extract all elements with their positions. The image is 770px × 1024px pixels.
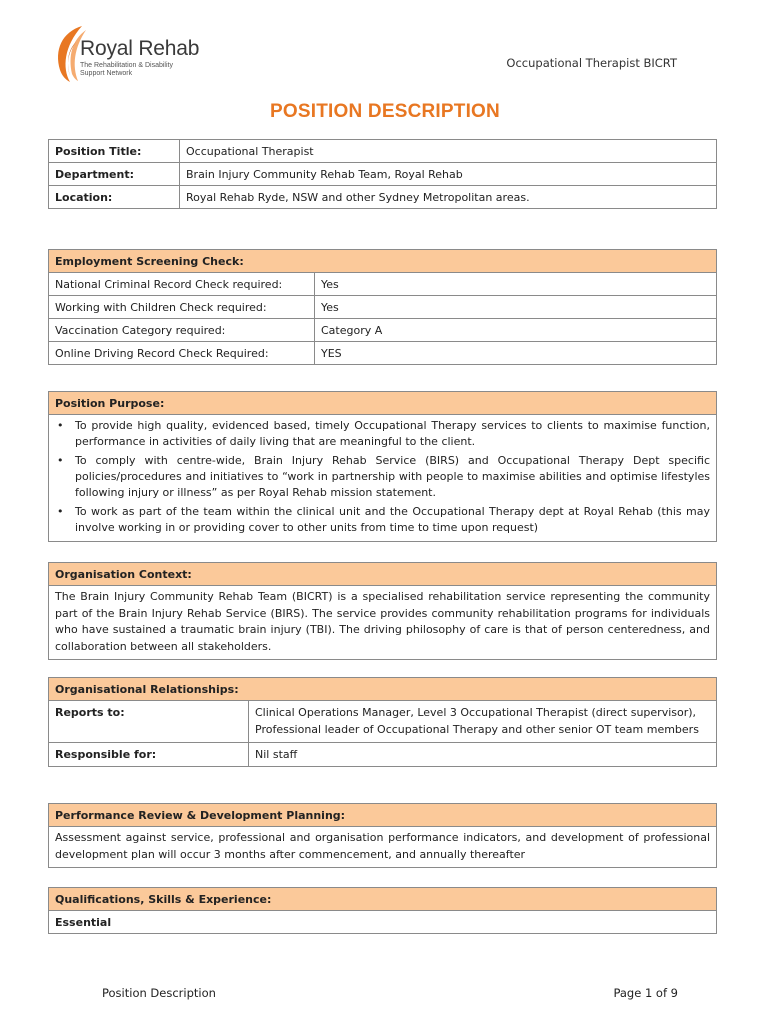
context-heading: Organisation Context:: [49, 563, 717, 586]
table-row: [49, 342, 717, 365]
logo-tagline-1: The Rehabilitation & Disability: [80, 62, 173, 69]
table-row: [49, 701, 717, 743]
header-document-ref: Occupational Therapist BICRT: [506, 56, 677, 70]
table-row: [49, 743, 717, 767]
screening-table: [48, 249, 717, 365]
table-row: [49, 186, 717, 209]
reports-to-label: Reports to:: [49, 701, 249, 743]
list-item: [55, 418, 710, 450]
purpose-cell: [49, 415, 717, 542]
position-title-value: Occupational Therapist: [180, 140, 717, 163]
table-row: [49, 273, 717, 296]
screening-value: Category A: [315, 319, 717, 342]
screening-label: National Criminal Record Check required:: [49, 273, 315, 296]
table-row: [49, 140, 717, 163]
responsible-for-value: Nil staff: [249, 743, 717, 767]
footer-page-number: Page 1 of 9: [613, 986, 678, 1000]
performance-table: [48, 803, 717, 868]
purpose-heading: Position Purpose:: [49, 392, 717, 415]
list-item: [55, 453, 710, 501]
screening-label: Working with Children Check required:: [49, 296, 315, 319]
context-text: The Brain Injury Community Rehab Team (BICRT) is a specialised rehabilitation service representing the community part of the Brain Injury Rehab Service (BIRS). The service provides community rehabilitation programs for individuals who have sustained a traumatic brain injury (TBI). The driving philosophy of care is that of person centeredness, and collaboration between all stakeholders.: [49, 586, 717, 660]
qualifications-table: [48, 887, 717, 934]
royal-rehab-logo: [52, 24, 202, 84]
purpose-bullet-text: To comply with centre-wide, Brain Injury Rehab Service (BIRS) and Occupational Therapy Dept specific policies/procedures and initiatives to “work in partnership with people to maximise abilities and optimise lifestyles following injury or illness” as per Royal Rehab mission statement.: [75, 454, 710, 499]
screening-value: Yes: [315, 273, 717, 296]
screening-label: Online Driving Record Check Required:: [49, 342, 315, 365]
relationships-heading: Organisational Relationships:: [49, 678, 717, 701]
table-row: [49, 319, 717, 342]
bullet-icon: •: [57, 454, 64, 467]
department-label: Department:: [49, 163, 180, 186]
qualifications-heading: Qualifications, Skills & Experience:: [49, 888, 717, 911]
bullet-icon: •: [57, 419, 64, 432]
performance-heading: Performance Review & Development Planning:: [49, 804, 717, 827]
position-title-label: Position Title:: [49, 140, 180, 163]
bullet-icon: •: [57, 505, 64, 518]
qualifications-essential-label: Essential: [49, 911, 717, 934]
list-item: [55, 504, 710, 536]
purpose-bullet-text: To work as part of the team within the clinical unit and the Occupational Therapy dept at Royal Rehab (this may involve working in or providing cover to other units from time to time upon request): [75, 505, 710, 534]
table-row: [49, 163, 717, 186]
performance-text: Assessment against service, professional and organisation performance indicators, and development of professional development plan will occur 3 months after commencement, and annually thereafter: [49, 827, 717, 868]
logo-brand-name: Royal Rehab: [80, 37, 200, 60]
department-value: Brain Injury Community Rehab Team, Royal Rehab: [180, 163, 717, 186]
footer-document-name: Position Description: [102, 986, 216, 1000]
reports-to-value: Clinical Operations Manager, Level 3 Occupational Therapist (direct supervisor), Professional leader of Occupational Therapy and other senior OT team members: [249, 701, 717, 743]
screening-value: YES: [315, 342, 717, 365]
purpose-list: [55, 415, 710, 541]
logo-tagline-2: Support Network: [80, 70, 133, 77]
purpose-bullet-text: To provide high quality, evidenced based, timely Occupational Therapy services to clients to maximise function, performance in activities of daily living that are meaningful to the client.: [75, 419, 710, 448]
page-title: POSITION DESCRIPTION: [270, 101, 500, 122]
position-info-table: [48, 139, 717, 209]
responsible-for-label: Responsible for:: [49, 743, 249, 767]
screening-label: Vaccination Category required:: [49, 319, 315, 342]
table-row: [49, 296, 717, 319]
context-table: [48, 562, 717, 660]
location-label: Location:: [49, 186, 180, 209]
screening-heading: Employment Screening Check:: [49, 250, 717, 273]
location-value: Royal Rehab Ryde, NSW and other Sydney Metropolitan areas.: [180, 186, 717, 209]
relationships-table: [48, 677, 717, 767]
purpose-table: [48, 391, 717, 542]
screening-value: Yes: [315, 296, 717, 319]
